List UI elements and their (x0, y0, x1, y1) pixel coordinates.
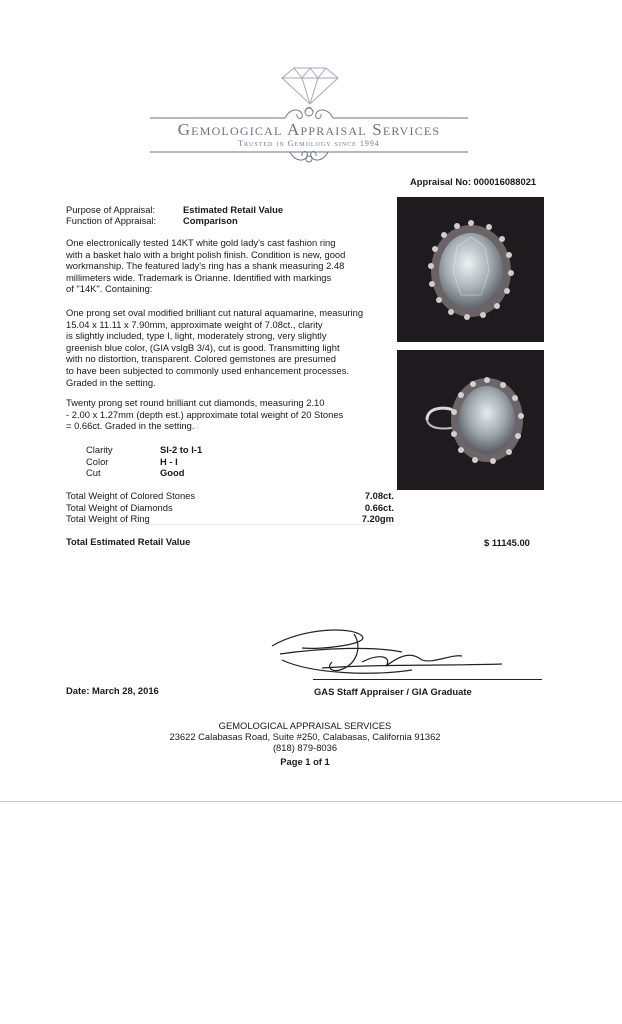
footer-address: 23622 Calabasas Road, Suite #250, Calabasas, California 91362 (169, 731, 441, 742)
clarity-label: Clarity (86, 444, 113, 455)
purpose-value: Estimated Retail Value (183, 204, 284, 215)
appraisal-number: Appraisal No: 000016088021 (410, 176, 537, 187)
ring-weight-label: Total Weight of Ring (66, 513, 150, 524)
appraiser-signature (262, 624, 512, 680)
footer-phone: (818) 879-8036 (272, 742, 338, 753)
clarity-value: SI-2 to I-1 (160, 444, 203, 455)
aquamarine-description (66, 307, 396, 388)
purpose-label: Purpose of Appraisal: (66, 204, 156, 215)
total-retail-value: $ 11145.00 (484, 537, 530, 548)
weights-divider (66, 524, 394, 525)
page-number: Page 1 of 1 (280, 756, 330, 767)
ring-description-line: One electronically tested 14KT white gold lady's cast fashion ring (66, 237, 336, 248)
logo-flourish-bottom (150, 148, 468, 166)
ring-photo-top (397, 197, 544, 342)
diamond-description-line: - 2.00 x 1.27mm (depth est.) approximate total weight of 20 Stones (66, 408, 344, 420)
cut-label: Cut (86, 467, 101, 478)
company-tagline: Trusted in Gemology since 1994 (238, 139, 380, 148)
footer-company: GEMOLOGICAL APPRAISAL SERVICES (218, 720, 392, 731)
function-value: Comparison (183, 215, 238, 226)
diamonds-weight-label: Total Weight of Diamonds (66, 502, 173, 513)
appraiser-title: GAS Staff Appraiser / GIA Graduate (314, 686, 472, 697)
function-label: Function of Appraisal: (66, 215, 157, 226)
diamonds-weight-value: 0.66ct. (364, 502, 394, 513)
aquamarine-description-line: 15.04 x 11.11 x 7.90mm, approximate weight of 7.08ct., clarity (66, 318, 323, 330)
colored-stones-weight-value: 7.08ct. (364, 490, 394, 501)
aquamarine-description-line: is slightly included, type I, light, moderately strong, very slightly (66, 330, 327, 342)
aquamarine-description-line: with no distortion, transparent. Colored gemstones are presumed (66, 353, 336, 365)
total-retail-value-label: Total Estimated Retail Value (66, 536, 191, 547)
colored-stones-weight-label: Total Weight of Colored Stones (66, 490, 196, 501)
ring-description-line: millimeters wide. Trademark is Orianne. Identified with markings (66, 271, 332, 283)
appraisal-date: Date: March 28, 2016 (66, 685, 159, 696)
diamond-description-line: Twenty prong set round brilliant cut diamonds, measuring 2.10 (66, 397, 325, 408)
ring-weight-value: 7.20gm (361, 513, 394, 524)
ring-description-line: of "14K". Containing: (66, 283, 153, 295)
signature-line (313, 679, 542, 680)
ring-top-view-image (397, 197, 544, 342)
aquamarine-description-line: One prong set oval modified brilliant cut natural aquamarine, measuring (66, 307, 364, 318)
ring-description (66, 237, 396, 295)
page-edge-divider (0, 801, 622, 802)
aquamarine-description-line: greenish blue color, (GIA vslgB 3/4), cut is good. Transmitting light (66, 341, 340, 353)
diamond-description (66, 397, 396, 432)
color-value: H - I (160, 456, 178, 467)
color-label: Color (86, 456, 109, 467)
ring-side-view-image (397, 350, 544, 490)
aquamarine-description-line: to have been subjected to commonly used enhancement processes. (66, 364, 349, 376)
ring-photo-side (397, 350, 544, 490)
diamond-description-line: = 0.66ct. Graded in the setting. (66, 420, 195, 432)
company-logo-text: Gemological Appraisal Services (177, 120, 441, 139)
cut-value: Good (160, 467, 185, 478)
aquamarine-description-line: Graded in the setting. (66, 376, 156, 388)
diamond-logo-icon (280, 66, 340, 106)
ring-description-line: with a basket halo with a bright polish finish. Condition is new, good (66, 248, 346, 260)
ring-description-line: workmanship. The featured lady's ring has a shank measuring 2.48 (66, 260, 345, 272)
